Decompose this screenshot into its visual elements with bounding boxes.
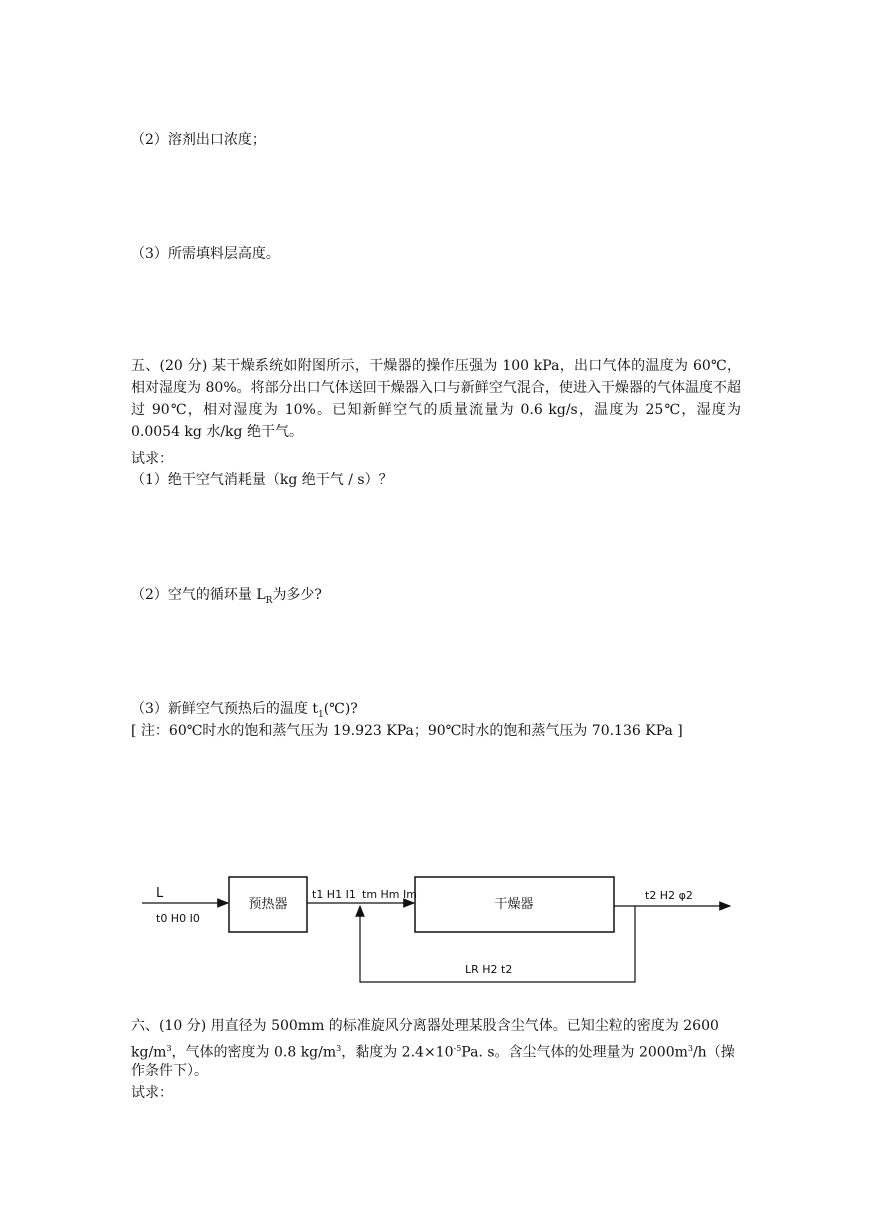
drying-system-diagram (0, 860, 869, 1000)
inlet-label: L (156, 886, 164, 901)
dryer-label: 干燥器 (494, 897, 534, 912)
inlet-state: t0 H0 I0 (156, 912, 200, 925)
q6-line-1: 六、(10 分) 用直径为 500mm 的标准旋风分离器处理某股含尘气体。已知尘粒的密度为 2600 (131, 1018, 719, 1034)
recycle-label: LR H2 t2 (465, 963, 513, 976)
q5-note: [ 注：60℃时水的饱和蒸气压为 19.923 KPa；90℃时水的饱和蒸气压为 70.136 KPa ] (131, 723, 683, 739)
mixed-state: tm Hm Im (362, 888, 417, 901)
q5-ask: 试求： (131, 451, 173, 467)
q5-statement: 五、(20 分) 某干燥系统如附图所示，干燥器的操作压强为 100 kPa，出口气体的温度为 60℃，相对湿度为 80%。将部分出口气体送回干燥器入口与新鲜空气混合，使进入干燥器的气体温度不超过 90℃，相对湿度为 10%。已知新鲜空气的质量流量为 0.6 kg/s，温度为 25℃，湿度为 0.0054 kg 水/kg 绝干气。 (131, 358, 741, 440)
q6-line-2: $kg/m^3$，气体的密度为 0.8 $kg/m^3$，黏度为 $2.4\times 10^{-5}Pa$. s。含尘气体的处理量为 $2000m^3/h$（操 (131, 1044, 735, 1061)
q4-item-3: （3）所需填料层高度。 (131, 246, 280, 262)
preheater-label: 预热器 (248, 897, 288, 912)
q5-item-2: （2）空气的循环量 $L_R$为多少? (131, 587, 322, 606)
q6-ask: 试求： (131, 1085, 173, 1101)
q5-item-3: （3）新鲜空气预热后的温度 $t_1(℃)$? (131, 701, 358, 720)
q4-item-2: （2）溶剂出口浓度； (131, 132, 266, 148)
q6-line-3: 作条件下）。 (131, 1063, 208, 1079)
after-preheater-state: t1 H1 I1 (312, 888, 356, 901)
outlet-state: t2 H2 φ2 (645, 889, 693, 902)
q5-item-1: （1）绝干空气消耗量（kg 绝干气 / s）？ (131, 472, 393, 488)
